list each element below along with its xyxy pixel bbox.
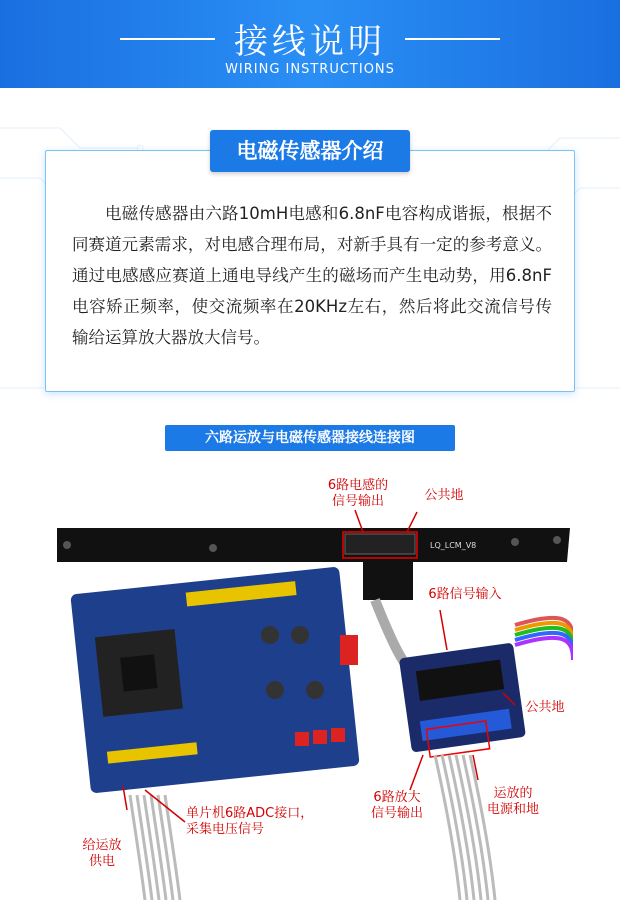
mcu-board	[70, 566, 359, 793]
label-ground-right: 公共地	[525, 700, 565, 715]
page-header	[0, 0, 620, 88]
label-amp-out: 6路放大 信号输出	[370, 790, 423, 821]
sensor-board	[57, 528, 570, 562]
sensor-board-label: LQ_LCM_V8	[430, 541, 477, 550]
intro-title: 电磁传感器介绍	[210, 130, 410, 172]
diagram-title: 六路运放与电磁传感器接线连接图	[165, 425, 455, 451]
label-signal-input: 6路信号输入	[428, 587, 502, 602]
label-amp-power: 运放的 电源和地	[486, 786, 539, 817]
intro-text: 电磁传感器由六路10mH电感和6.8nF电容构成谐振，根据不同赛道元素需求，对电感合理布局，对新手具有一定的参考意义。通过电感感应赛道上通电导线产生的磁场而产生电动势，用6.8nF电容矫正频率，使交流频率在20KHz左右，然后将此交流信号传输给运算放大器放大信号。	[72, 204, 552, 347]
label-sensor-signal: 6路电感的 信号输出	[327, 478, 389, 509]
label-adc: 单片机6路ADC接口， 采集电压信号	[186, 806, 314, 837]
label-power-out: 给运放 供电	[82, 838, 122, 869]
label-ground-top: 公共地	[424, 488, 464, 503]
page-title: 接线说明	[234, 22, 386, 62]
page-subtitle: WIRING INSTRUCTIONS	[225, 62, 395, 77]
ribbon-connector	[363, 562, 413, 600]
